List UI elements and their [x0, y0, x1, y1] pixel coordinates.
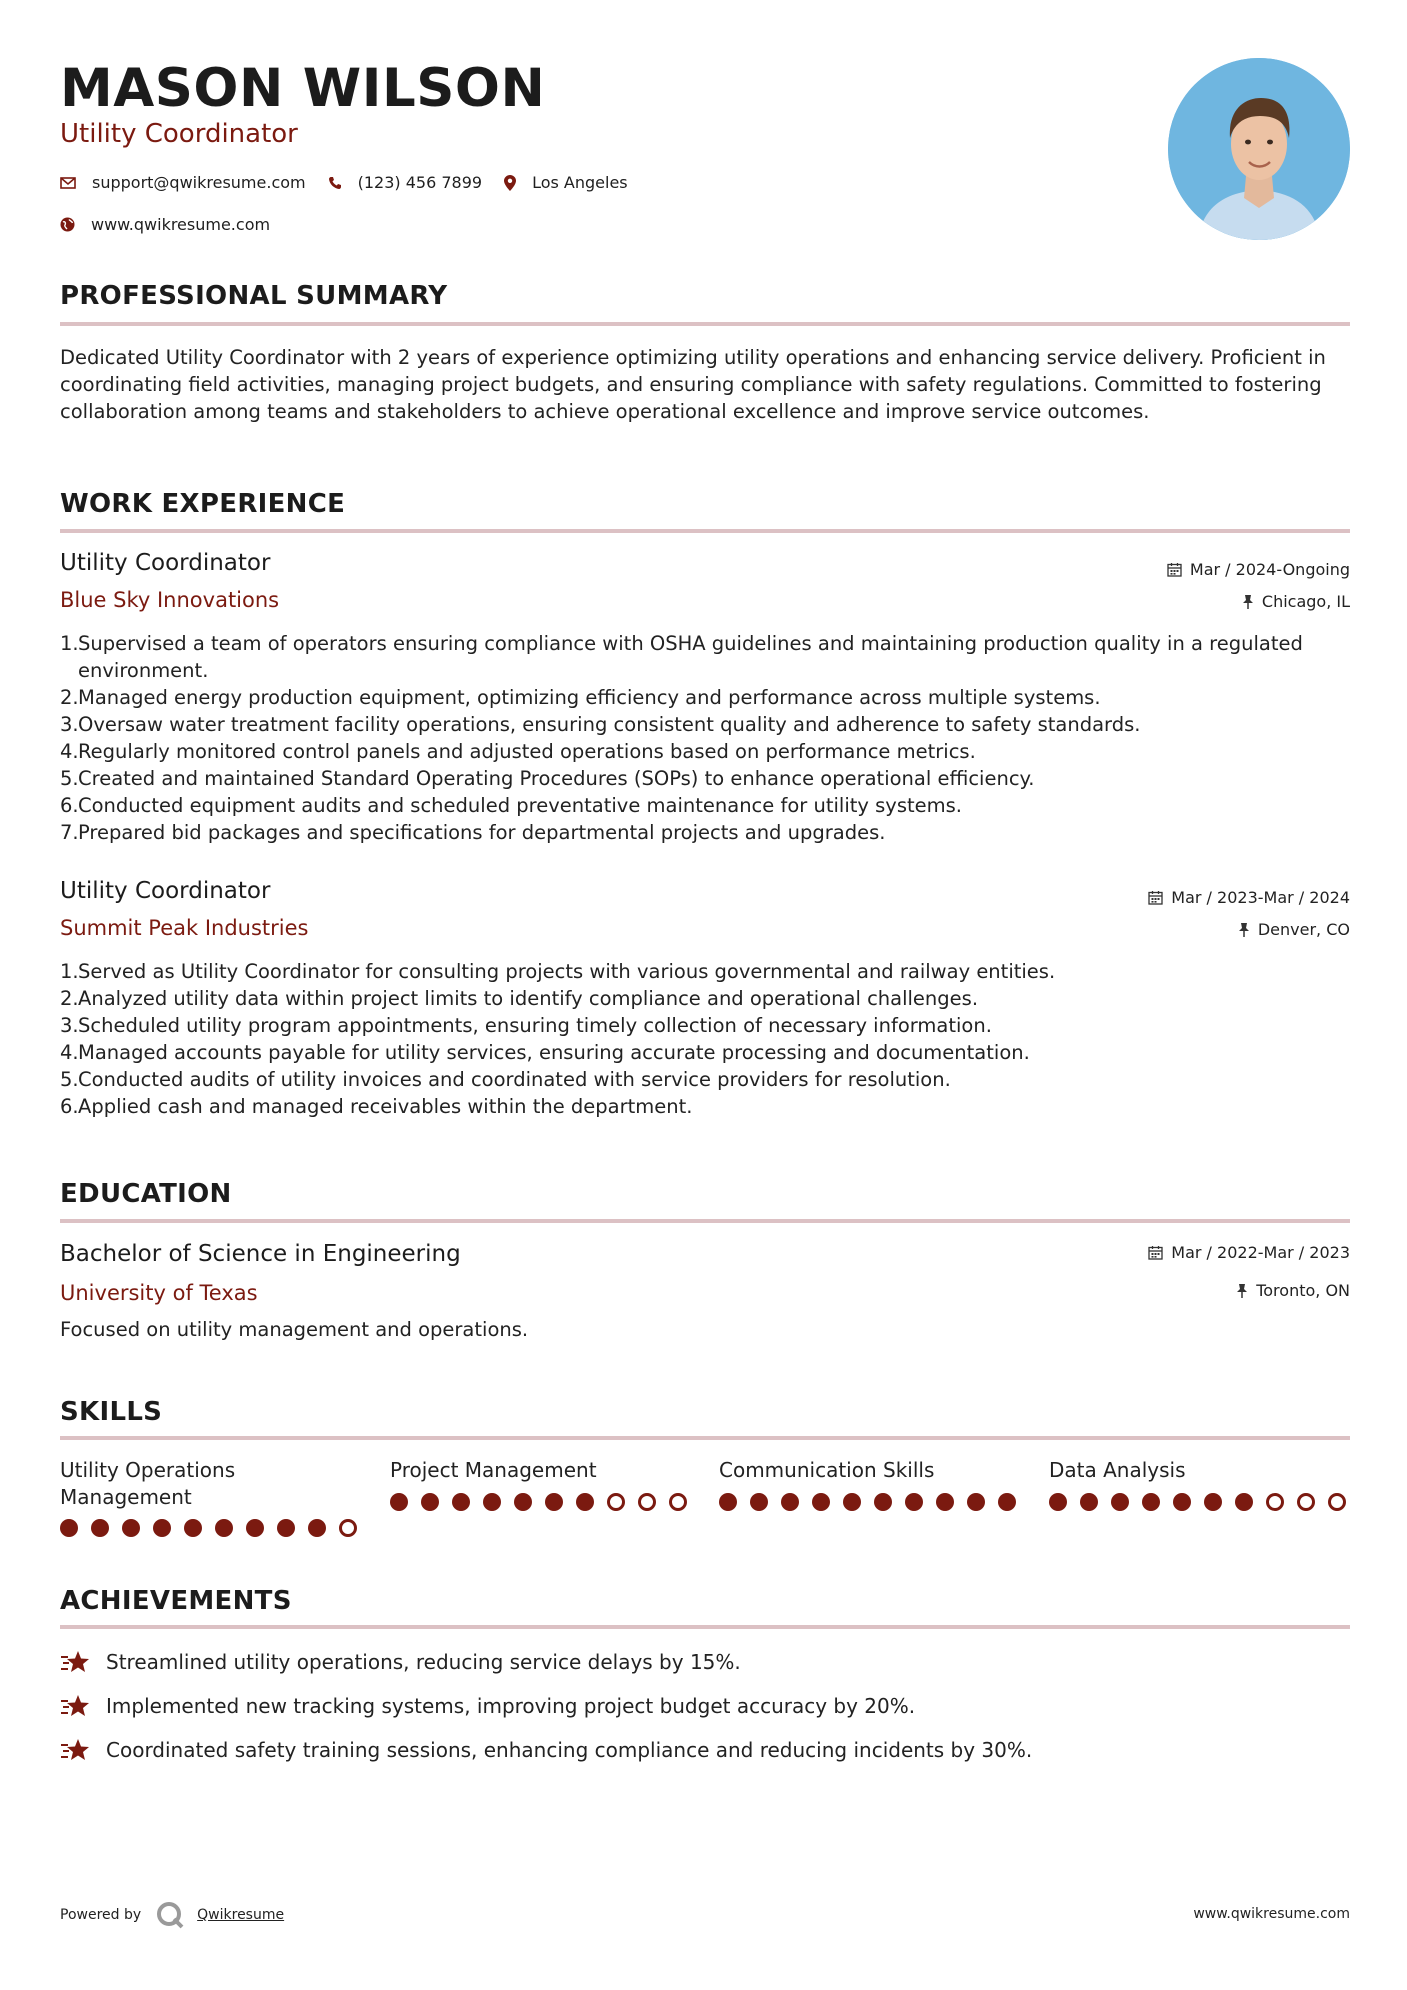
star-icon — [60, 1649, 92, 1675]
qwikresume-logo-icon — [155, 1900, 185, 1930]
rating-dot-filled — [514, 1493, 532, 1511]
rating-dot-empty — [1328, 1493, 1346, 1511]
job-title: Utility Coordinator — [60, 550, 271, 576]
calendar-icon — [1148, 1245, 1163, 1260]
pushpin-icon — [1242, 594, 1254, 609]
list-item: 1. Supervised a team of operators ensuring compliance with OSHA guidelines and maintaining production quality in a regulated environment. — [60, 632, 1303, 682]
list-item: 4. Managed accounts payable for utility services, ensuring accurate processing and documentation. — [60, 1041, 1030, 1064]
education-note: Focused on utility management and operations. — [60, 1318, 529, 1341]
achievement-text: Streamlined utility operations, reducing service delays by 15%. — [106, 1650, 741, 1674]
website-text: www.qwikresume.com — [91, 215, 271, 234]
job-dates — [1148, 888, 1350, 907]
rating-dot-filled — [452, 1493, 470, 1511]
section-divider — [60, 322, 1350, 326]
profile-photo — [1168, 58, 1350, 240]
rating-dot-filled — [905, 1493, 923, 1511]
candidate-role: Utility Coordinator — [60, 119, 298, 149]
rating-dot-filled — [1204, 1493, 1222, 1511]
skill-name: Project Management — [390, 1458, 597, 1482]
list-item: 2. Managed energy production equipment, optimizing efficiency and performance across multiple systems. — [60, 686, 1101, 709]
company-name: Summit Peak Industries — [60, 916, 309, 940]
skill-name: Data Analysis — [1049, 1458, 1186, 1482]
education-location — [1236, 1281, 1350, 1300]
skill-item — [719, 1457, 1019, 1537]
map-pin-icon — [504, 175, 516, 191]
rating-dot-filled — [812, 1493, 830, 1511]
phone-icon — [328, 176, 342, 190]
list-item: 4. Regularly monitored control panels and adjusted operations based on performance metrics. — [60, 740, 976, 763]
candidate-name: MASON WILSON — [60, 58, 546, 119]
experience-heading: WORK EXPERIENCE — [60, 489, 346, 519]
pushpin-icon — [1236, 1283, 1248, 1298]
rating-dot-filled — [843, 1493, 861, 1511]
section-divider — [60, 1625, 1350, 1629]
calendar-icon — [1148, 890, 1163, 905]
skill-rating — [1049, 1493, 1359, 1511]
school-name: University of Texas — [60, 1281, 258, 1305]
email-text: support@qwikresume.com — [92, 173, 306, 192]
footer-site[interactable]: www.qwikresume.com — [1193, 1906, 1350, 1922]
summary-text: Dedicated Utility Coordinator with 2 years of experience optimizing utility operations and enhancing service delivery. Proficient in coordinating field activities, managing project budgets, and ensuring compliance with safety regulations. Committed to fostering collaboration among teams and stakeholders to achieve operational excellence and improve service outcomes. — [60, 346, 1326, 423]
skills-heading: SKILLS — [60, 1397, 163, 1427]
rating-dot-filled — [122, 1519, 140, 1537]
rating-dot-filled — [719, 1493, 737, 1511]
rating-dot-empty — [607, 1493, 625, 1511]
footer-powered-by — [60, 1900, 284, 1930]
envelope-icon — [60, 177, 76, 189]
job-location-text: Denver, CO — [1257, 920, 1350, 939]
star-icon — [60, 1737, 92, 1763]
job-dates-text: Mar / 2023-Mar / 2024 — [1171, 888, 1350, 907]
rating-dot-empty — [1266, 1493, 1284, 1511]
powered-by-label: Powered by — [60, 1907, 142, 1923]
pushpin-icon — [1238, 922, 1250, 937]
degree-title: Bachelor of Science in Engineering — [60, 1241, 461, 1267]
education-heading: EDUCATION — [60, 1179, 232, 1209]
job-dates — [1167, 560, 1350, 579]
skill-name: Utility Operations Management — [60, 1458, 236, 1509]
location-item — [504, 173, 628, 192]
contact-row-2 — [60, 215, 292, 234]
rating-dot-filled — [750, 1493, 768, 1511]
company-name: Blue Sky Innovations — [60, 588, 280, 612]
rating-dot-filled — [936, 1493, 954, 1511]
person-avatar-icon — [1168, 58, 1350, 240]
rating-dot-filled — [1049, 1493, 1067, 1511]
rating-dot-empty — [1297, 1493, 1315, 1511]
rating-dot-filled — [215, 1519, 233, 1537]
globe-icon — [60, 217, 75, 232]
rating-dot-filled — [277, 1519, 295, 1537]
rating-dot-filled — [184, 1519, 202, 1537]
rating-dot-filled — [246, 1519, 264, 1537]
rating-dot-filled — [60, 1519, 78, 1537]
education-location-text: Toronto, ON — [1256, 1281, 1350, 1300]
achievements-heading: ACHIEVEMENTS — [60, 1586, 292, 1616]
list-item: 5. Conducted audits of utility invoices and coordinated with service providers for resolution. — [60, 1068, 951, 1091]
summary-heading: PROFESSIONAL SUMMARY — [60, 281, 448, 311]
achievement-text: Coordinated safety training sessions, enhancing compliance and reducing incidents by 30%. — [106, 1738, 1033, 1762]
job-location — [1238, 920, 1350, 939]
rating-dot-filled — [153, 1519, 171, 1537]
achievement-text: Implemented new tracking systems, improving project budget accuracy by 20%. — [106, 1694, 916, 1718]
rating-dot-filled — [483, 1493, 501, 1511]
rating-dot-filled — [91, 1519, 109, 1537]
skill-rating — [719, 1493, 1029, 1511]
skill-name: Communication Skills — [719, 1458, 935, 1482]
education-dates-text: Mar / 2022-Mar / 2023 — [1171, 1243, 1350, 1262]
rating-dot-filled — [1111, 1493, 1129, 1511]
achievement-item — [60, 1649, 741, 1675]
brand-link[interactable]: Qwikresume — [197, 1907, 285, 1923]
list-item: 6. Conducted equipment audits and scheduled preventative maintenance for utility systems. — [60, 794, 962, 817]
rating-dot-filled — [1235, 1493, 1253, 1511]
section-divider — [60, 1219, 1350, 1223]
job-location — [1242, 592, 1350, 611]
list-item: 3. Oversaw water treatment facility operations, ensuring consistent quality and adherence to safety standards. — [60, 713, 1141, 736]
calendar-icon — [1167, 562, 1182, 577]
rating-dot-filled — [1173, 1493, 1191, 1511]
skill-item — [1049, 1457, 1349, 1537]
rating-dot-filled — [874, 1493, 892, 1511]
rating-dot-filled — [576, 1493, 594, 1511]
list-item: 6. Applied cash and managed receivables within the department. — [60, 1095, 693, 1118]
education-dates — [1148, 1243, 1350, 1262]
job-dates-text: Mar / 2024-Ongoing — [1189, 560, 1350, 579]
website-item[interactable] — [60, 215, 270, 234]
section-divider — [60, 1436, 1350, 1440]
phone-text: (123) 456 7899 — [357, 173, 483, 192]
rating-dot-empty — [669, 1493, 687, 1511]
job-location-text: Chicago, IL — [1261, 592, 1350, 611]
rating-dot-filled — [1080, 1493, 1098, 1511]
section-divider — [60, 529, 1350, 533]
rating-dot-filled — [308, 1519, 326, 1537]
rating-dot-filled — [781, 1493, 799, 1511]
duties-list — [60, 630, 1350, 846]
rating-dot-filled — [998, 1493, 1016, 1511]
contact-row — [60, 173, 650, 192]
list-item: 5. Created and maintained Standard Operating Procedures (SOPs) to enhance operational efficiency. — [60, 767, 1035, 790]
achievement-item — [60, 1693, 915, 1719]
rating-dot-filled — [390, 1493, 408, 1511]
rating-dot-empty — [339, 1519, 357, 1537]
list-item: 2. Analyzed utility data within project limits to identify compliance and operational challenges. — [60, 987, 979, 1010]
location-text: Los Angeles — [532, 173, 628, 192]
achievement-item — [60, 1737, 1032, 1763]
list-item: 3. Scheduled utility program appointments, ensuring timely collection of necessary information. — [60, 1014, 992, 1037]
rating-dot-filled — [1142, 1493, 1160, 1511]
rating-dot-filled — [967, 1493, 985, 1511]
list-item: 7. Prepared bid packages and specifications for departmental projects and upgrades. — [60, 821, 886, 844]
rating-dot-filled — [421, 1493, 439, 1511]
rating-dot-empty — [638, 1493, 656, 1511]
skill-item — [390, 1457, 690, 1537]
email-item[interactable] — [60, 173, 306, 192]
list-item: 1. Served as Utility Coordinator for consulting projects with various governmental and railway entities. — [60, 960, 1056, 983]
skill-rating — [390, 1493, 700, 1511]
skill-item — [60, 1457, 360, 1537]
star-icon — [60, 1693, 92, 1719]
phone-item[interactable] — [328, 173, 482, 192]
duties-list — [60, 958, 1350, 1120]
job-title: Utility Coordinator — [60, 878, 271, 904]
rating-dot-filled — [545, 1493, 563, 1511]
skill-rating — [60, 1519, 370, 1537]
